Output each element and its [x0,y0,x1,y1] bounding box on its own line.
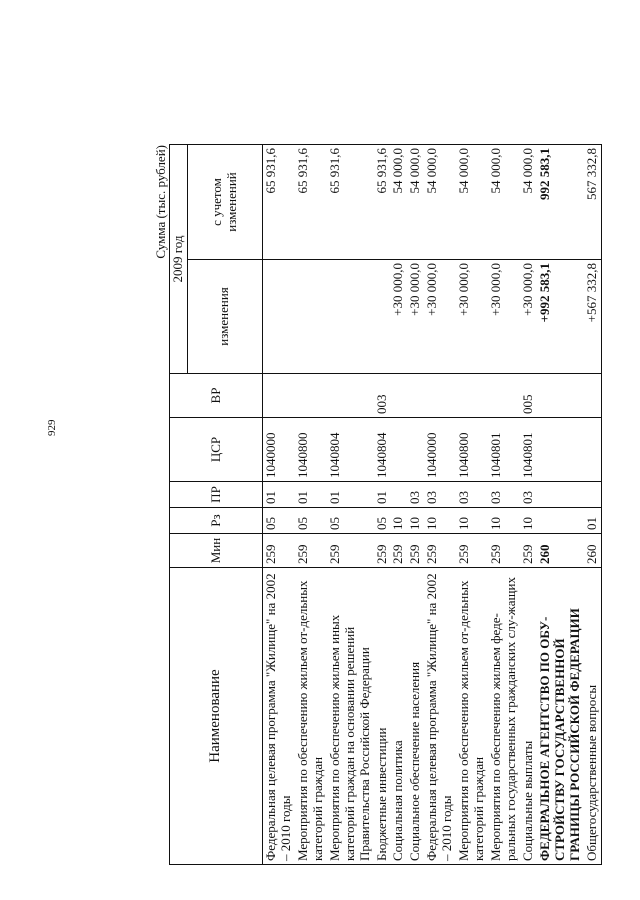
row-csr: 1040800 [456,418,488,482]
header-vr: ВР [170,374,263,418]
header-name: Наименование [170,568,263,865]
row-rz: 05 [295,508,327,534]
row-rz: 10 [390,508,407,534]
header-min: Мин [170,534,263,568]
row-total: 54 000,0 [407,145,424,260]
table-body [262,145,601,865]
row-min: 259 [407,534,424,568]
row-rz: 10 [407,508,424,534]
row-vr [424,374,456,418]
row-min: 259 [262,534,294,568]
row-pr [537,482,584,508]
units-caption: Сумма (тыс. рублей) [153,145,168,259]
row-name: Социальное обеспечение населения [407,568,424,865]
row-min: 259 [520,534,537,568]
row-name: Мероприятия по обеспечению жильем феде-ральных государственных гражданских слу-жащих [488,568,520,865]
row-vr [407,374,424,418]
rotated-budget-table-block [153,145,599,865]
row-change: +992 583,1 [537,260,584,374]
row-pr: 03 [424,482,456,508]
table-row [327,145,374,865]
row-name: Социальная политика [390,568,407,865]
row-vr: 003 [374,374,391,418]
row-total: 54 000,0 [520,145,537,260]
row-csr: 1040000 [262,418,294,482]
row-min: 259 [424,534,456,568]
table-row [374,145,391,865]
row-name: Федеральная целевая программа "Жилище" на 2002 – 2010 годы [424,568,456,865]
row-csr [390,418,407,482]
row-rz: 05 [327,508,374,534]
row-total: 54 000,0 [424,145,456,260]
table-header [170,145,263,865]
table-row [295,145,327,865]
row-rz: 01 [584,508,601,534]
row-csr: 1040801 [520,418,537,482]
row-pr: 01 [374,482,391,508]
row-vr [390,374,407,418]
table-row [262,145,294,865]
row-csr: 1040801 [488,418,520,482]
row-total: 992 583,1 [537,145,584,260]
row-pr [584,482,601,508]
row-pr: 01 [295,482,327,508]
row-change [295,260,327,374]
row-pr: 01 [262,482,294,508]
row-name: Мероприятия по обеспечению жильем от-дельных категорий граждан [295,568,327,865]
row-vr [456,374,488,418]
row-pr: 03 [520,482,537,508]
row-rz [537,508,584,534]
row-total: 567 332,8 [584,145,601,260]
row-total: 65 931,6 [327,145,374,260]
row-name: Общегосударственные вопросы [584,568,601,865]
row-min: 260 [584,534,601,568]
row-rz: 10 [424,508,456,534]
row-change: +30 000,0 [424,260,456,374]
row-total: 54 000,0 [488,145,520,260]
table-row [520,145,537,865]
row-total: 65 931,6 [262,145,294,260]
table-row [584,145,601,865]
row-total: 65 931,6 [374,145,391,260]
row-change: +30 000,0 [488,260,520,374]
row-csr: 1040000 [424,418,456,482]
row-min: 259 [488,534,520,568]
header-changes: изменения [187,260,262,374]
row-vr [262,374,294,418]
row-total: 54 000,0 [456,145,488,260]
header-csr: ЦСР [170,418,263,482]
row-min: 259 [374,534,391,568]
page-number: 929 [46,419,58,436]
table-row [424,145,456,865]
row-name: Мероприятия по обеспечению жильем иных категорий граждан на основании решений Правительства Российской Федерации [327,568,374,865]
table-row [407,145,424,865]
header-rz: Рз [170,508,263,534]
row-name: ФЕДЕРАЛЬНОЕ АГЕНТСТВО ПО ОБУ-СТРОЙСТВУ ГОСУДАРСТВЕННОЙ ГРАНИЦЫ РОССИЙСКОЙ ФЕДЕРАЦИИ [537,568,584,865]
row-pr: 03 [488,482,520,508]
row-min: 260 [537,534,584,568]
row-change: +30 000,0 [456,260,488,374]
row-rz: 10 [520,508,537,534]
header-pr: ПР [170,482,263,508]
row-pr: 03 [407,482,424,508]
row-csr: 1040800 [295,418,327,482]
row-vr [537,374,584,418]
table-row [488,145,520,865]
row-min: 259 [327,534,374,568]
table-row [390,145,407,865]
row-change [327,260,374,374]
table-row [456,145,488,865]
row-change: +30 000,0 [407,260,424,374]
row-csr: 1040804 [327,418,374,482]
row-rz: 05 [262,508,294,534]
row-total: 65 931,6 [295,145,327,260]
row-pr: 03 [456,482,488,508]
row-rz: 10 [488,508,520,534]
row-vr: 005 [520,374,537,418]
row-change: +30 000,0 [390,260,407,374]
row-rz: 10 [456,508,488,534]
row-csr [407,418,424,482]
header-year: 2009 год [170,145,188,374]
row-vr [327,374,374,418]
row-csr [584,418,601,482]
row-pr: 01 [327,482,374,508]
row-pr [390,482,407,508]
row-change: +567 332,8 [584,260,601,374]
row-min: 259 [295,534,327,568]
row-vr [295,374,327,418]
row-change [262,260,294,374]
row-total: 54 000,0 [390,145,407,260]
row-vr [488,374,520,418]
row-name: Мероприятия по обеспечению жильем от-дельных категорий граждан [456,568,488,865]
row-name: Федеральная целевая программа "Жилище" на 2002 – 2010 годы [262,568,294,865]
row-name: Бюджетные инвестиции [374,568,391,865]
row-vr [584,374,601,418]
row-min: 259 [456,534,488,568]
row-change: +30 000,0 [520,260,537,374]
row-name: Социальные выплаты [520,568,537,865]
row-csr [537,418,584,482]
budget-table [169,144,602,865]
row-min: 259 [390,534,407,568]
row-csr: 1040804 [374,418,391,482]
table-row [537,145,584,865]
row-rz: 05 [374,508,391,534]
row-change [374,260,391,374]
header-with-changes: с учетом изменений [187,145,262,260]
